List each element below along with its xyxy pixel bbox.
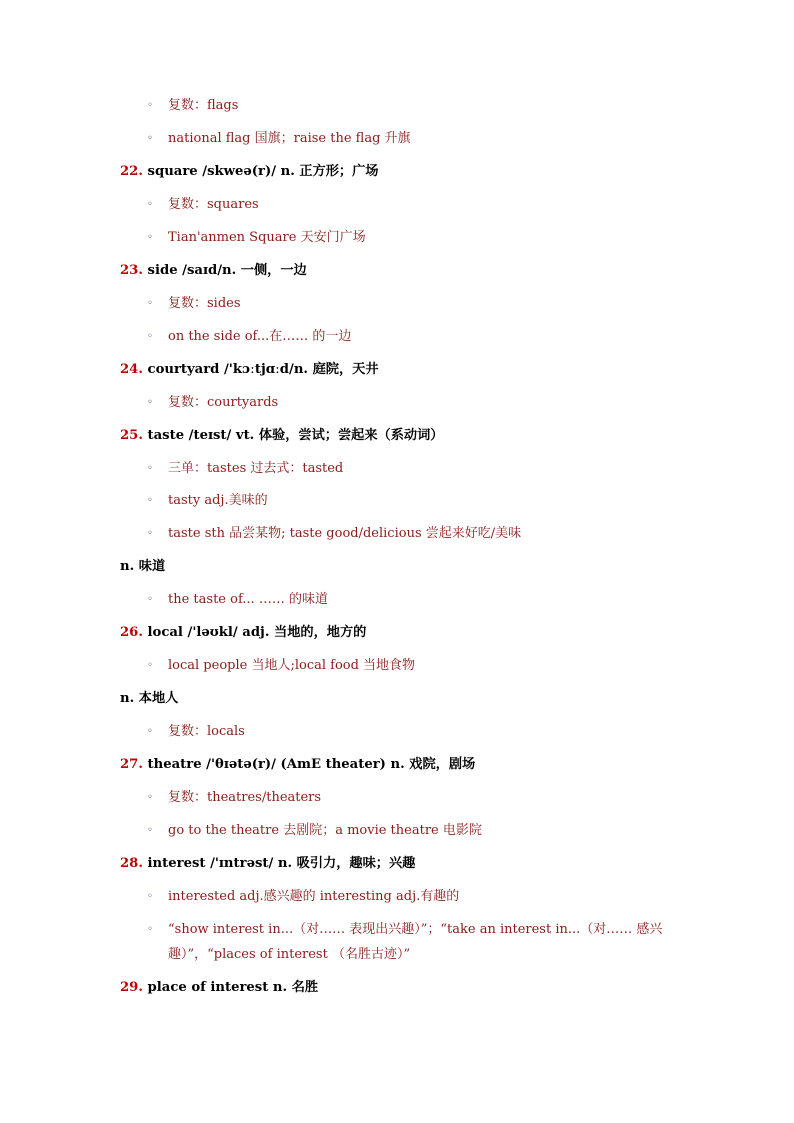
bullet-icon: ◦ — [147, 891, 153, 902]
bullet-icon: ◦ — [147, 298, 153, 309]
vocab-entry-heading — [120, 427, 443, 445]
bullet-icon: ◦ — [147, 331, 153, 342]
entry-number: 23. — [120, 263, 143, 278]
entry-number: 29. — [120, 980, 143, 995]
list-item-text: go to the theatre 去剧院；a movie theatre 电影院 — [168, 823, 482, 838]
bullet-icon: ◦ — [147, 100, 153, 111]
bullet-icon: ◦ — [147, 199, 153, 210]
list-item-text: on the side of...在…… 的一边 — [168, 329, 352, 344]
vocab-entry-heading — [120, 756, 475, 774]
list-item-text: 趣）”，“places of interest （名胜古迹）” — [168, 947, 411, 962]
entry-number: 27. — [120, 757, 143, 772]
bullet-icon: ◦ — [147, 726, 153, 737]
bullet-icon: ◦ — [147, 660, 153, 671]
entry-text: square /skweə(r)/ n. 正方形；广场 — [147, 164, 379, 179]
list-item-text: “show interest in...（对…… 表现出兴趣）”；“take an interest in...（对…… 感兴 — [168, 922, 663, 937]
list-item-text: local people 当地人;local food 当地食物 — [168, 658, 416, 673]
sub-definition: n. 味道 — [120, 559, 166, 574]
list-item-text: the taste of... …… 的味道 — [168, 592, 328, 607]
vocab-entry-heading — [120, 262, 307, 280]
entry-text: interest /'ɪntrəst/ n. 吸引力，趣味；兴趣 — [147, 856, 416, 871]
bullet-icon: ◦ — [147, 232, 153, 243]
bullet-icon: ◦ — [147, 792, 153, 803]
bullet-icon: ◦ — [147, 397, 153, 408]
bullet-icon: ◦ — [147, 463, 153, 474]
list-item-text: 复数：sides — [168, 296, 241, 311]
entry-number: 26. — [120, 625, 143, 640]
list-item-text: Tian'anmen Square 天安门广场 — [168, 230, 366, 245]
entry-number: 25. — [120, 428, 143, 443]
bullet-icon: ◦ — [147, 825, 153, 836]
vocab-entry-heading — [120, 163, 379, 181]
entry-number: 28. — [120, 856, 143, 871]
bullet-icon: ◦ — [147, 924, 153, 935]
list-item-text: 复数：theatres/theaters — [168, 790, 322, 805]
entry-text: local /'ləʊkl/ adj. 当地的，地方的 — [147, 625, 367, 640]
list-item-text: taste sth 品尝某物; taste good/delicious 尝起来好吃/美味 — [168, 526, 522, 541]
bullet-icon: ◦ — [147, 495, 153, 506]
entry-text: theatre /'θɪətə(r)/ (AmE theater) n. 戏院，剧场 — [147, 757, 476, 772]
vocab-entry-heading — [120, 979, 318, 997]
list-item-text: interested adj.感兴趣的 interesting adj.有趣的 — [168, 889, 460, 904]
list-item-text: 复数：squares — [168, 197, 259, 212]
list-item-text: 三单：tastes 过去式：tasted — [168, 461, 344, 476]
entry-number: 22. — [120, 164, 143, 179]
entry-text: side /saɪd/n. 一侧，一边 — [147, 263, 307, 278]
bullet-icon: ◦ — [147, 133, 153, 144]
entry-text: taste /teɪst/ vt. 体验，尝试；尝起来（系动词） — [147, 428, 444, 443]
vocab-entry-heading — [120, 624, 366, 642]
list-item-text: tasty adj.美味的 — [168, 493, 268, 508]
vocab-entry-heading — [120, 361, 379, 379]
list-item-text: 复数：courtyards — [168, 395, 279, 410]
bullet-icon: ◦ — [147, 594, 153, 605]
entry-text: place of interest n. 名胜 — [147, 980, 319, 995]
vocab-entry-heading — [120, 855, 415, 873]
entry-text: courtyard /'kɔːtjɑːd/n. 庭院，天井 — [147, 362, 379, 377]
list-item-text: national flag 国旗；raise the flag 升旗 — [168, 131, 411, 146]
list-item-text: 复数：flags — [168, 98, 239, 113]
bullet-icon: ◦ — [147, 528, 153, 539]
entry-number: 24. — [120, 362, 143, 377]
list-item-text: 复数：locals — [168, 724, 245, 739]
sub-definition: n. 本地人 — [120, 691, 179, 706]
